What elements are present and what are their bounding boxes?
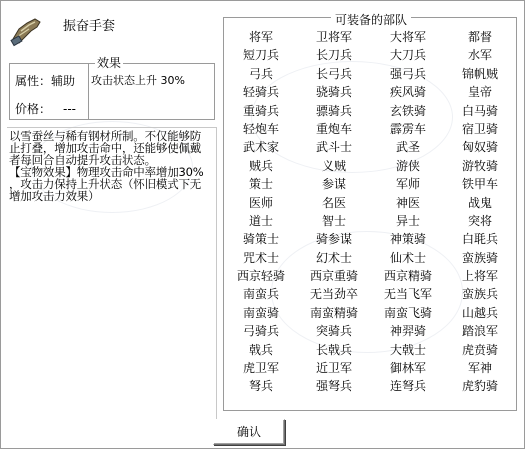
unit-item: 长刀兵: [315, 48, 352, 63]
unit-item: 戟兵: [248, 342, 273, 357]
unit-item: 蛮族骑: [461, 250, 498, 265]
unit-item: 骠骑兵: [315, 103, 352, 118]
unit-item: 皇帝: [467, 85, 492, 100]
unit-item: 重炮车: [315, 121, 352, 136]
unit-item: 宿卫骑: [461, 121, 498, 136]
description-line: 者每回合自动提升攻击状态。: [9, 153, 156, 167]
unit-item: 大刀兵: [389, 48, 426, 63]
unit-item: 长弓兵: [315, 66, 352, 81]
unit-item: 长戟兵: [315, 342, 352, 357]
unit-item: 强弓兵: [389, 66, 426, 81]
unit-item: 贼兵: [248, 158, 273, 173]
unit-item: 骑参谋: [315, 232, 352, 247]
unit-item: 智士: [321, 213, 346, 228]
unit-item: 道士: [248, 213, 273, 228]
unit-item: 无当劲卒: [309, 287, 358, 302]
unit-item: 参谋: [321, 177, 346, 192]
unit-item: 骁骑兵: [315, 85, 352, 100]
price-value: ---: [63, 102, 76, 116]
unit-item: 南蛮骑: [242, 305, 279, 320]
units-list: [225, 28, 515, 396]
item-name: 振奋手套: [63, 19, 116, 34]
unit-item: 西京精骑: [383, 269, 432, 284]
unit-item: 玄铁骑: [389, 103, 426, 118]
unit-item: 仙术士: [389, 250, 426, 265]
unit-item: 都督: [467, 30, 492, 44]
price-label: 价格：: [15, 102, 52, 116]
unit-item: 神羿骑: [389, 324, 426, 339]
unit-item: 南蛮飞骑: [383, 305, 432, 320]
gauntlet-icon: [9, 13, 43, 47]
unit-item: 御林军: [389, 361, 426, 376]
unit-item: 医师: [248, 195, 273, 210]
unit-item: 神策骑: [389, 232, 426, 247]
unit-item: 虎卫军: [242, 361, 279, 376]
unit-item: 西京重骑: [309, 269, 358, 284]
unit-item: 匈奴骑: [461, 140, 498, 155]
unit-item: 强弩兵: [315, 379, 352, 394]
effect-legend: 效果: [97, 56, 122, 70]
unit-item: 铁甲车: [461, 177, 498, 192]
unit-item: 策士: [248, 177, 273, 192]
unit-item: 异士: [395, 213, 420, 228]
unit-item: 上将军: [461, 269, 498, 284]
unit-item: 武术家: [242, 140, 279, 155]
effect-text: 攻击状态上升 30%: [91, 74, 185, 87]
description-line: ，攻击力保持上升状态（怀旧模式下无: [9, 177, 202, 191]
unit-item: 战鬼: [467, 195, 492, 210]
attribute-value: 辅助: [51, 74, 76, 88]
unit-item: 名医: [321, 195, 346, 210]
confirm-button[interactable]: 确认: [213, 419, 285, 445]
effect-panel: [88, 63, 215, 120]
unit-item: 短刀兵: [242, 48, 279, 63]
unit-item: 弓骑兵: [242, 324, 279, 339]
unit-item: 踏浪军: [461, 324, 498, 339]
unit-item: 蛮族兵: [461, 287, 498, 302]
unit-item: 水军: [467, 48, 492, 63]
unit-item: 重骑兵: [242, 103, 279, 118]
attribute-row: [15, 72, 75, 89]
unit-item: 白毦兵: [461, 232, 498, 247]
unit-item: 突骑兵: [315, 324, 352, 339]
unit-item: 无当飞军: [383, 287, 432, 302]
unit-item: 霹雳车: [389, 121, 426, 136]
unit-item: 大将军: [389, 30, 426, 44]
unit-item: 弓兵: [248, 66, 273, 81]
unit-item: 锦帆贼: [461, 66, 498, 81]
unit-item: 突将: [467, 213, 492, 228]
unit-item: 军师: [395, 177, 420, 192]
price-row: [15, 100, 76, 117]
unit-item: 山越兵: [461, 305, 498, 320]
stat-panel: [9, 63, 89, 120]
unit-item: 游牧骑: [461, 158, 498, 173]
unit-item: 卫将军: [315, 30, 352, 44]
unit-item: 近卫军: [315, 361, 352, 376]
unit-item: 疾风骑: [389, 85, 426, 100]
unit-item: 虎贲骑: [461, 342, 498, 357]
unit-item: 弩兵: [248, 379, 273, 394]
description-line: 止打叠，增加攻击命中，还能够使佩戴: [9, 141, 202, 155]
unit-item: 南蛮精骑: [309, 305, 358, 320]
description-line: 增加攻击力效果）: [9, 189, 100, 203]
unit-item: 轻骑兵: [242, 85, 279, 100]
unit-item: 神医: [395, 195, 420, 210]
unit-item: 义贼: [321, 158, 346, 173]
unit-item: 武圣: [395, 140, 420, 155]
unit-item: 幻术士: [315, 250, 352, 265]
unit-item: 连弩兵: [389, 379, 426, 394]
item-description: [7, 127, 217, 427]
description-line: 以雪蚕丝与稀有钢材所制。不仅能够防: [9, 129, 202, 143]
units-title: 可装备的部队: [331, 11, 411, 28]
unit-item: 游侠: [395, 158, 420, 173]
unit-item: 虎豹骑: [461, 379, 498, 394]
unit-item: 西京轻骑: [236, 269, 285, 284]
unit-item: 白马骑: [461, 103, 498, 118]
unit-item: 武斗士: [315, 140, 352, 155]
unit-item: 咒术士: [242, 250, 279, 265]
unit-item: 大戟士: [389, 342, 426, 357]
unit-item: 南蛮兵: [242, 287, 279, 302]
unit-item: 骑策士: [242, 232, 279, 247]
unit-item: 军神: [467, 361, 492, 376]
description-line: 【宝物效果】物理攻击命中率增加30%: [9, 165, 204, 179]
unit-item: 将军: [248, 30, 273, 44]
attribute-label: 属性：: [15, 74, 52, 88]
unit-item: 轻炮车: [242, 121, 279, 136]
